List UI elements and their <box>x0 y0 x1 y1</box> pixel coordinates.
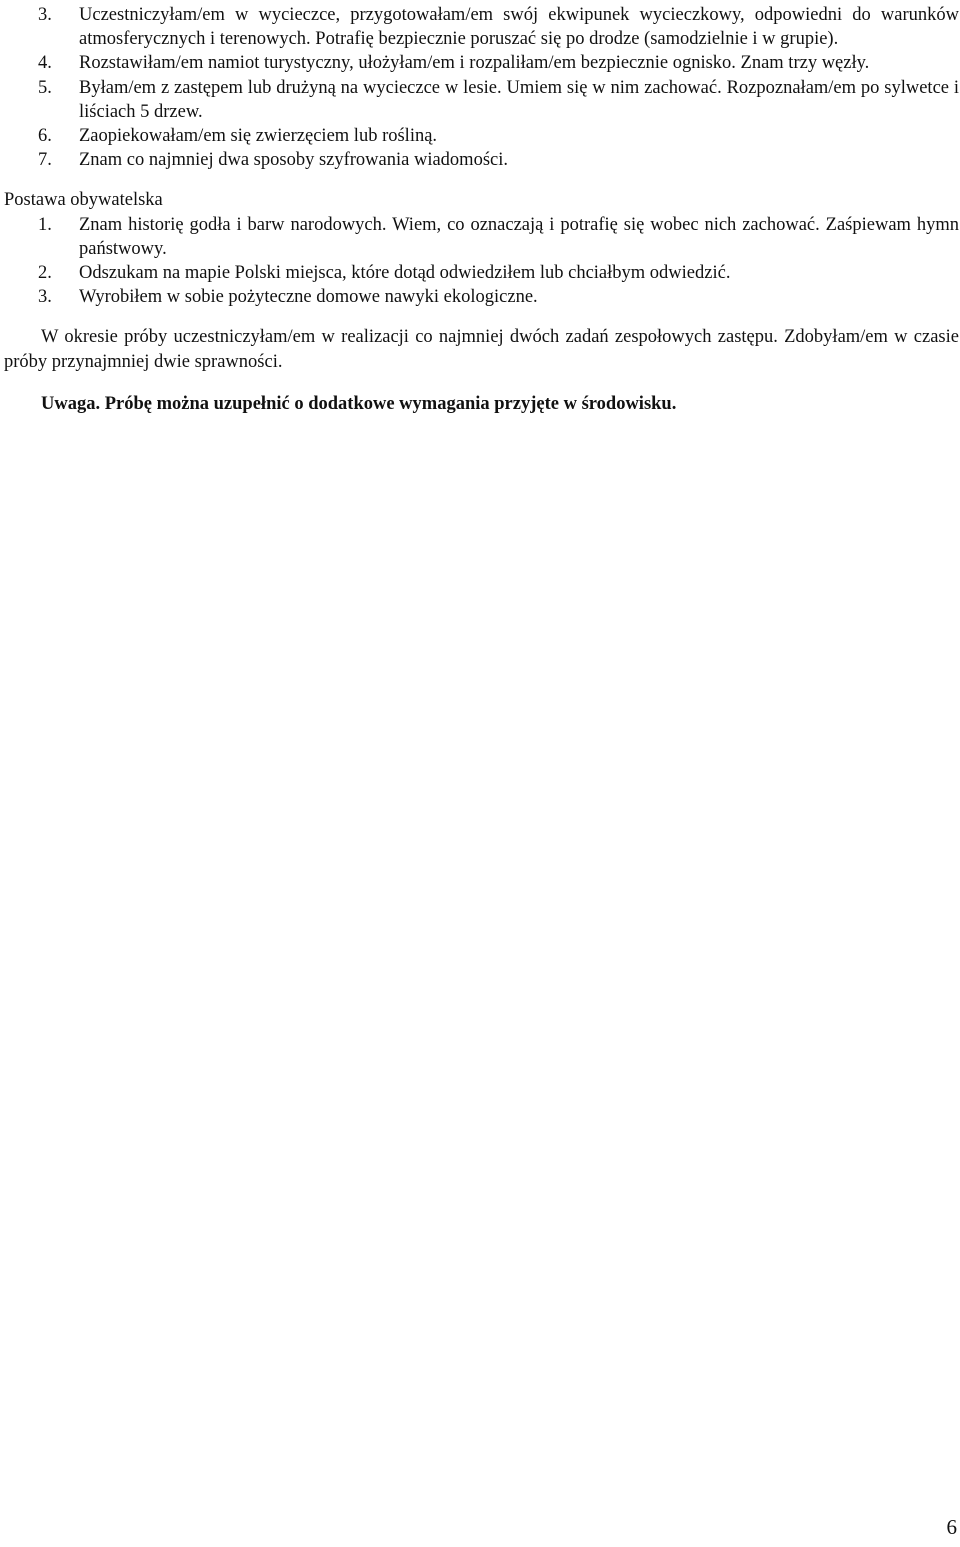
item-text: Wyrobiłem w sobie pożyteczne domowe nawyki ekologiczne. <box>79 287 538 308</box>
civic-requirements-list <box>4 213 959 310</box>
item-number: 2. <box>38 263 52 284</box>
item-number: 3. <box>38 5 52 25</box>
item-number: 4. <box>38 53 52 74</box>
list-item <box>4 3 959 51</box>
list-item <box>4 124 959 148</box>
item-text: Byłam/em z zastępem lub drużyną na wycieczce w lesie. Umiem się w nim zachować. Rozpoznałam/em po sylwetce i liściach 5 drzew. <box>79 77 959 122</box>
list-item <box>4 213 959 261</box>
item-text: Rozstawiłam/em namiot turystyczny, ułożyłam/em i rozpaliłam/em bezpiecznie ognisko. Znam trzy węzły. <box>79 53 870 74</box>
item-text: Zaopiekowałam/em się zwierzęciem lub rośliną. <box>79 126 438 147</box>
section-title: Postawa obywatelska <box>4 190 163 211</box>
item-number: 1. <box>38 214 52 235</box>
document-page <box>4 3 959 417</box>
item-text: Znam co najmniej dwa sposoby szyfrowania wiadomości. <box>79 150 508 171</box>
item-text: Uczestniczyłam/em w wycieczce, przygotowałam/em swój ekwipunek wycieczkowy, odpowiedni do warunków atmosferycznych i terenowych. Potrafię bezpiecznie poruszać się po drodze (samodzielnie i w grupie). <box>79 5 959 50</box>
note: Uwaga. Próbę można uzupełnić o dodatkowe wymagania przyjęte w środowisku. <box>41 394 677 415</box>
requirements-list <box>4 3 959 172</box>
list-item <box>4 76 959 124</box>
item-number: 3. <box>38 287 52 308</box>
list-item <box>4 148 959 172</box>
page-number: 6 <box>946 1515 957 1539</box>
item-number: 7. <box>38 150 52 171</box>
list-item <box>4 285 959 309</box>
item-number: 6. <box>38 126 52 147</box>
item-text: Znam historię godła i barw narodowych. Wiem, co oznaczają i potrafię się wobec nich zachować. Zaśpiewam hymn państwowy. <box>79 214 959 259</box>
list-item <box>4 51 959 75</box>
list-item <box>4 261 959 285</box>
trial-paragraph: W okresie próby uczestniczyłam/em w realizacji co najmniej dwóch zadań zespołowych zastępu. Zdobyłam/em w czasie próby przynajmniej dwie sprawności. <box>4 327 959 372</box>
item-number: 5. <box>38 77 52 98</box>
item-text: Odszukam na mapie Polski miejsca, które dotąd odwiedziłem lub chciałbym odwiedzić. <box>79 263 731 284</box>
